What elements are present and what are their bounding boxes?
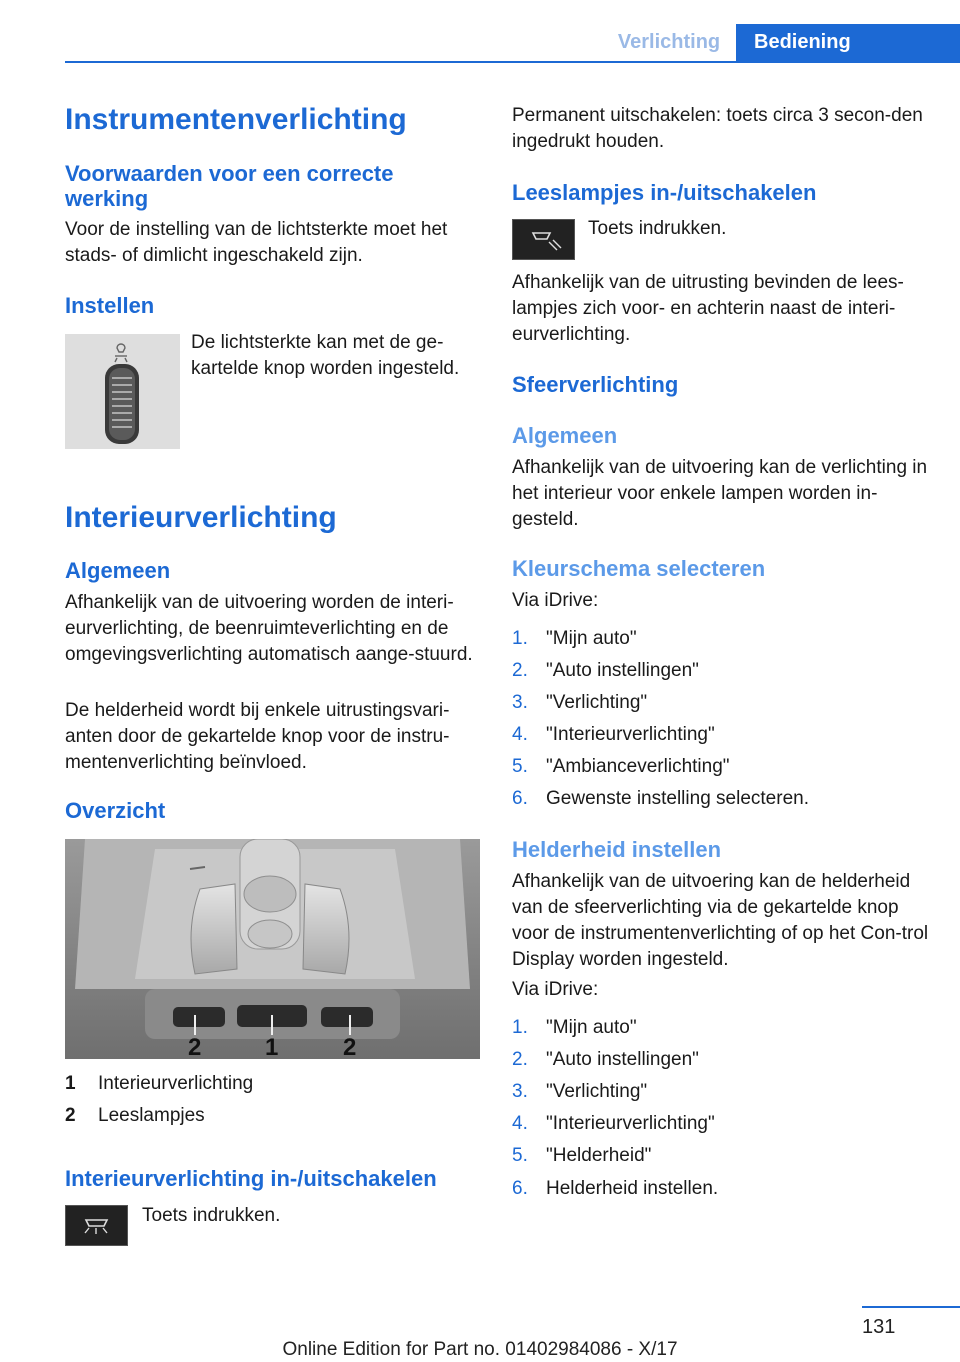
list-number: 5.: [512, 756, 528, 777]
text-algemeen-2: De helderheid wordt bij enkele uitrustingsvari-anten door de gekartelde knop voor de instru-mentenverlichting beïnvloed.: [65, 700, 450, 773]
list-number: 4.: [512, 724, 528, 745]
list-item: "Auto instellingen": [546, 1049, 699, 1070]
overhead-console-image: [65, 839, 480, 1059]
heading-instellen: Instellen: [65, 293, 155, 318]
image-label-right: 2: [343, 1034, 357, 1059]
image-label-left: 2: [188, 1034, 202, 1059]
list-number: 3.: [512, 1081, 528, 1102]
image-label-center: 1: [265, 1034, 279, 1059]
text-leeslampjes: Afhankelijk van de uitrusting bevinden de lees-lampjes zich voor- en achterin naast de interi-eurverlichting.: [512, 272, 904, 345]
text-helderheid: Afhankelijk van de uitvoering kan de helderheid van de sfeerverlichting via de gekartelde knop voor de instrumentenverlichting of op het Con-trol Display worden ingesteld.: [512, 871, 929, 970]
text-algemeen-1: Afhankelijk van de uitvoering worden de interi-eurverlichting, de beenruimteverlichting en de omgevingsverlichting automatisch aange-stuurd.: [65, 592, 473, 665]
heading-interieur-inuit: Interieurverlichting in-/uitschakelen: [65, 1166, 437, 1191]
interior-light-button-icon: [65, 1205, 128, 1246]
list-number: 6.: [512, 1178, 528, 1199]
heading-overzicht: Overzicht: [65, 798, 166, 823]
text-lees-toets: Toets indrukken.: [588, 218, 727, 239]
text-permanent: Permanent uitschakelen: toets circa 3 secon-den ingedrukt houden.: [512, 105, 923, 152]
list-number: 3.: [512, 692, 528, 713]
header-active-tab[interactable]: Bediening: [736, 24, 960, 61]
page-number-rule: [862, 1306, 960, 1308]
caption-text: Leeslampjes: [98, 1105, 205, 1126]
heading-algemeen: Algemeen: [65, 558, 171, 583]
list-number: 1.: [512, 1017, 528, 1038]
list-number: 2.: [512, 660, 528, 681]
list-item: "Verlichting": [546, 692, 648, 713]
list-item: "Interieurverlichting": [546, 724, 715, 745]
footer-edition: Online Edition for Part no. 01402984086 - X/17: [282, 1339, 678, 1360]
text-sfeer-algemeen: Afhankelijk van de uitvoering kan de verlichting in het interieur voor enkele lampen worden in-gesteld.: [512, 457, 928, 530]
heading-instrumentenverlichting: Instrumentenverlichting: [65, 103, 407, 136]
header-section-tab[interactable]: Verlichting: [617, 31, 721, 53]
list-item: "Helderheid": [546, 1145, 652, 1166]
text-instellen-1: De lichtsterkte kan met de ge-: [191, 332, 444, 353]
heading-interieurverlichting: Interieurverlichting: [65, 501, 337, 534]
text-voorwaarden: Voor de instelling van de lichtsterkte moet het stads- of dimlicht ingeschakeld zijn.: [65, 219, 448, 266]
list-number: 2.: [512, 1049, 528, 1070]
heading-voorwaarden: Voorwaarden voor een correcte werking: [65, 161, 394, 211]
caption-text: Interieurverlichting: [98, 1073, 254, 1094]
list-number: 6.: [512, 788, 528, 809]
caption-number: 2: [65, 1105, 76, 1126]
list-item: Helderheid instellen.: [546, 1178, 719, 1199]
heading-helderheid: Helderheid instellen: [512, 837, 722, 862]
list-item: "Interieurverlichting": [546, 1113, 715, 1134]
heading-kleurschema: Kleurschema selecteren: [512, 556, 766, 581]
list-item: "Auto instellingen": [546, 660, 699, 681]
heading-sfeerverlichting: Sfeerverlichting: [512, 372, 679, 397]
text-instellen-2: kartelde knop worden ingesteld.: [191, 358, 460, 379]
list-number: 5.: [512, 1145, 528, 1166]
text-via-idrive: Via iDrive:: [512, 590, 599, 611]
list-item: "Verlichting": [546, 1081, 648, 1102]
list-item: "Ambianceverlichting": [546, 756, 730, 777]
list-number: 4.: [512, 1113, 528, 1134]
list-item: Gewenste instelling selecteren.: [546, 788, 809, 809]
list-number: 1.: [512, 628, 528, 649]
text-inuit: Toets indrukken.: [142, 1205, 281, 1226]
caption-number: 1: [65, 1073, 76, 1094]
reading-light-button-icon: [512, 219, 575, 260]
header-rule: [65, 61, 960, 63]
list-item: "Mijn auto": [546, 628, 637, 649]
heading-sfeer-algemeen: Algemeen: [512, 423, 618, 448]
heading-leeslampjes: Leeslampjes in-/uitschakelen: [512, 180, 817, 205]
knurled-knob-image: [65, 334, 180, 449]
text-via-idrive: Via iDrive:: [512, 979, 599, 1000]
list-item: "Mijn auto": [546, 1017, 637, 1038]
page-number: 131: [862, 1316, 896, 1338]
